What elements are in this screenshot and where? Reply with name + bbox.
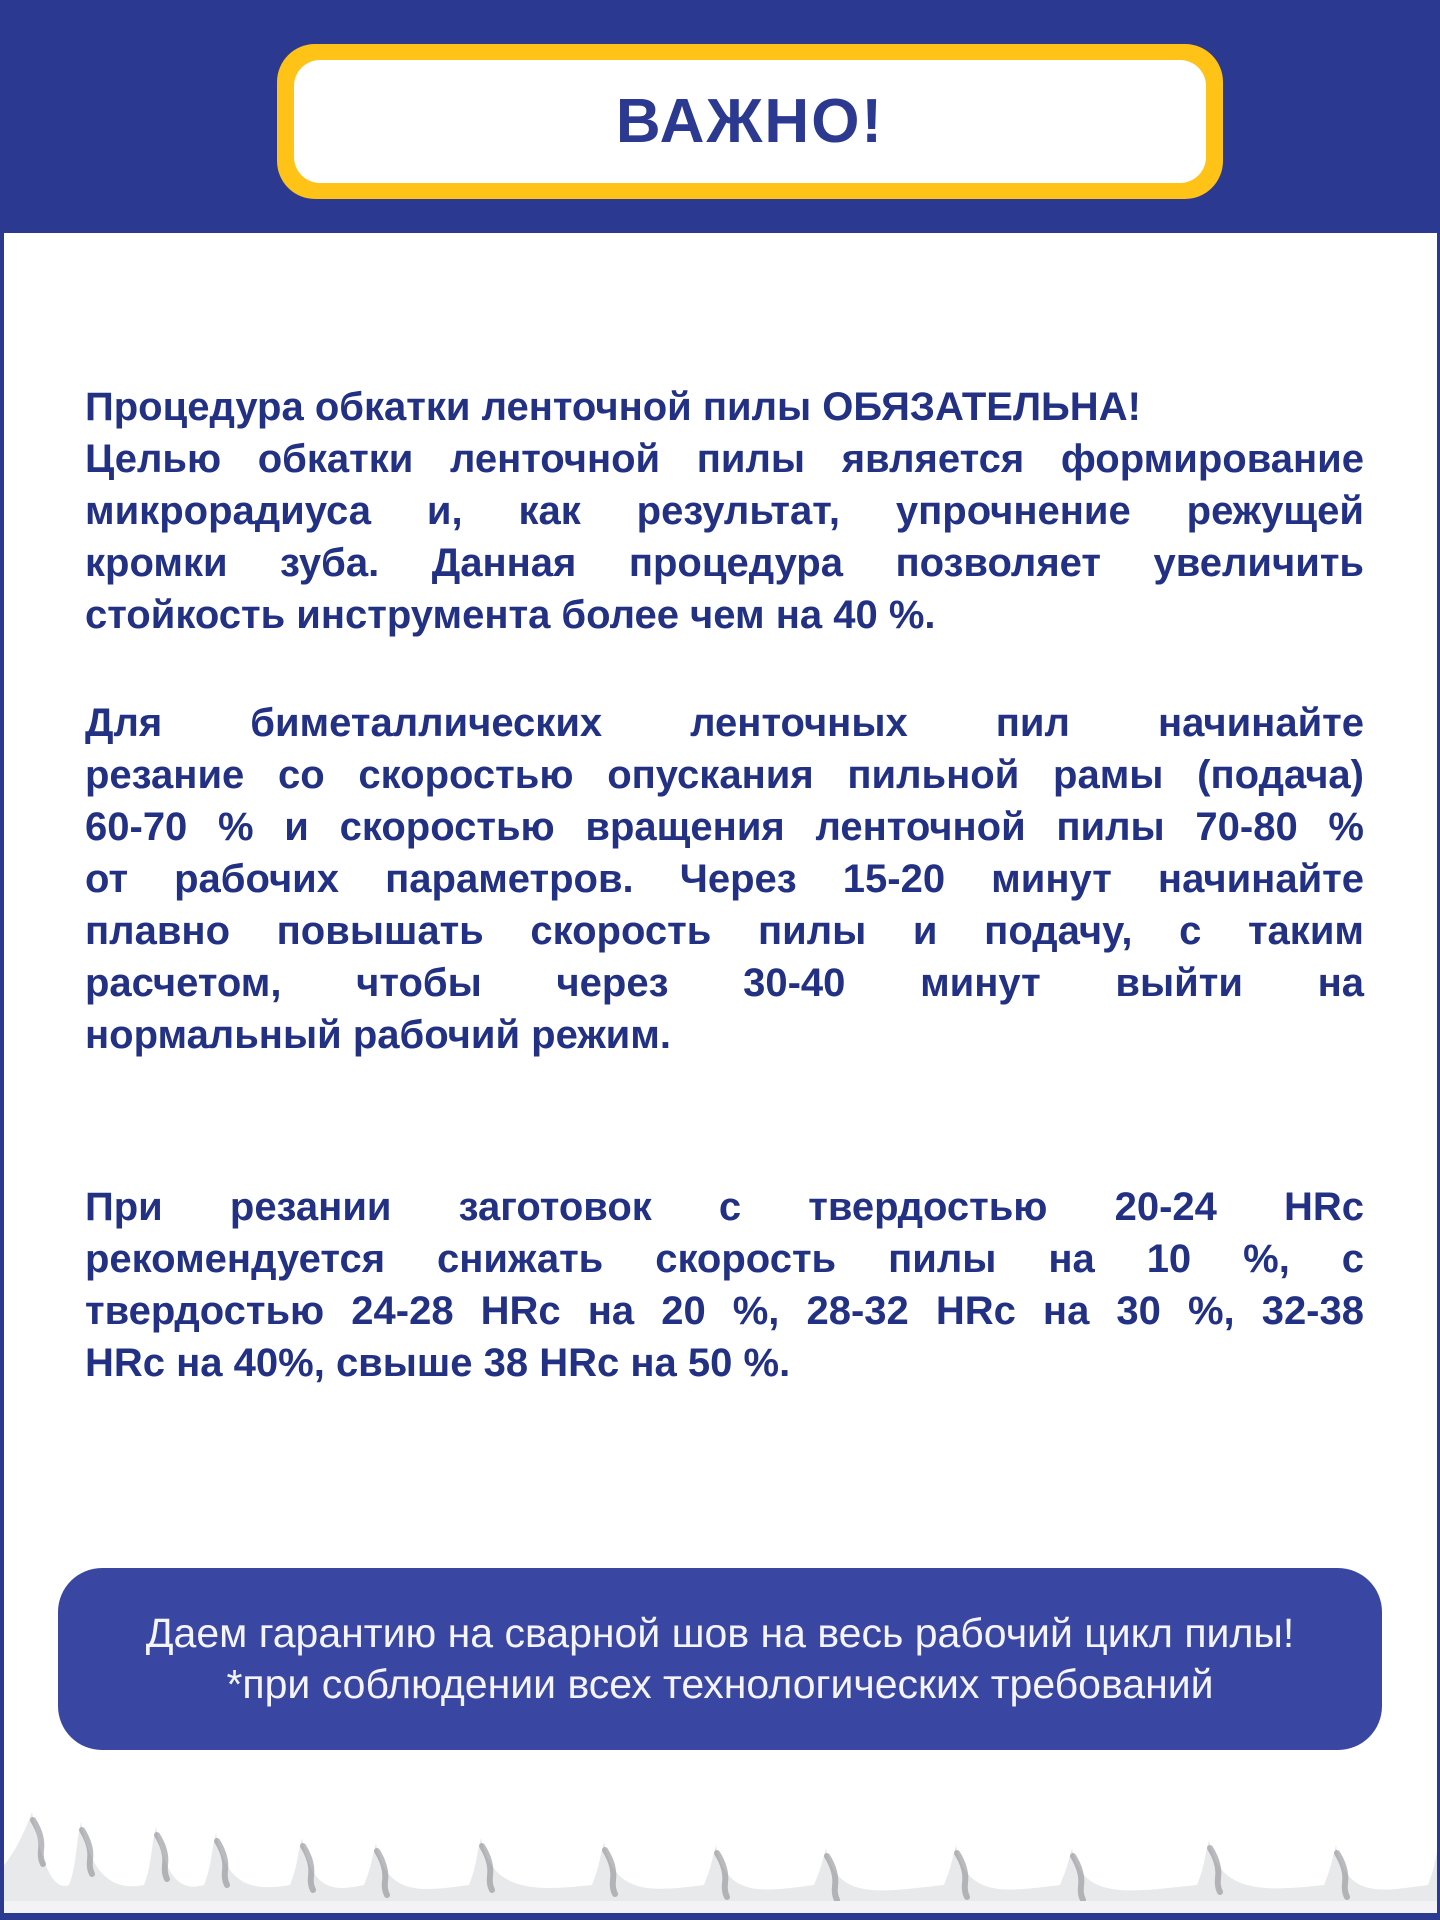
paragraph-hardness: [85, 1181, 1364, 1389]
text-line: стойкость инструмента более чем на 40 %.: [85, 593, 936, 637]
text-line: Для биметаллических ленточных пил начинайте: [85, 701, 1364, 745]
text-line: микрорадиуса и, как результат, упрочнение режущей: [85, 489, 1364, 533]
text-line: 60-70 % и скоростью вращения ленточной пилы 70-80 %: [85, 805, 1364, 849]
paragraph-break-in: [85, 381, 1364, 641]
important-badge-inner: [294, 60, 1206, 183]
page-title: ВАЖНО!: [615, 87, 885, 156]
text-line: расчетом, чтобы через 30-40 минут выйти на: [85, 961, 1364, 1005]
text-line: рекомендуется снижать скорость пилы на 10 %, с: [85, 1237, 1364, 1281]
saw-base-strip: [4, 1901, 1437, 1913]
guarantee-line-2: *при соблюдении всех технологических требований: [226, 1661, 1214, 1707]
text-line: нормальный рабочий режим.: [85, 1013, 671, 1057]
body-text: [85, 381, 1364, 1445]
text-line: резание со скоростью опускания пильной рамы (подача): [85, 753, 1364, 797]
guarantee-line-1: Даем гарантию на сварной шов на весь рабочий цикл пилы!: [145, 1610, 1295, 1656]
important-badge: [277, 44, 1223, 199]
guarantee-banner: [58, 1568, 1382, 1750]
text-line: твердостью 24-28 HRc на 20 %, 28-32 HRc на 30 %, 32-38: [85, 1289, 1364, 1333]
text-line: HRc на 40%, свыше 38 HRc на 50 %.: [85, 1341, 791, 1385]
text-line: от рабочих параметров. Через 15-20 минут начинайте: [85, 857, 1364, 901]
text-line: кромки зуба. Данная процедура позволяет увеличить: [85, 541, 1364, 585]
text-line: плавно повышать скорость пилы и подачу, с таким: [85, 909, 1364, 953]
text-line: При резании заготовок с твердостью 20-24 HRc: [85, 1185, 1364, 1229]
paragraph-bimetal: [85, 697, 1364, 1061]
content-sheet: [4, 233, 1437, 1913]
band-saw-teeth-graphic: [4, 1805, 1437, 1913]
text-line: Целью обкатки ленточной пилы является формирование: [85, 437, 1364, 481]
text-line: Процедура обкатки ленточной пилы ОБЯЗАТЕЛЬНА!: [85, 385, 1141, 429]
